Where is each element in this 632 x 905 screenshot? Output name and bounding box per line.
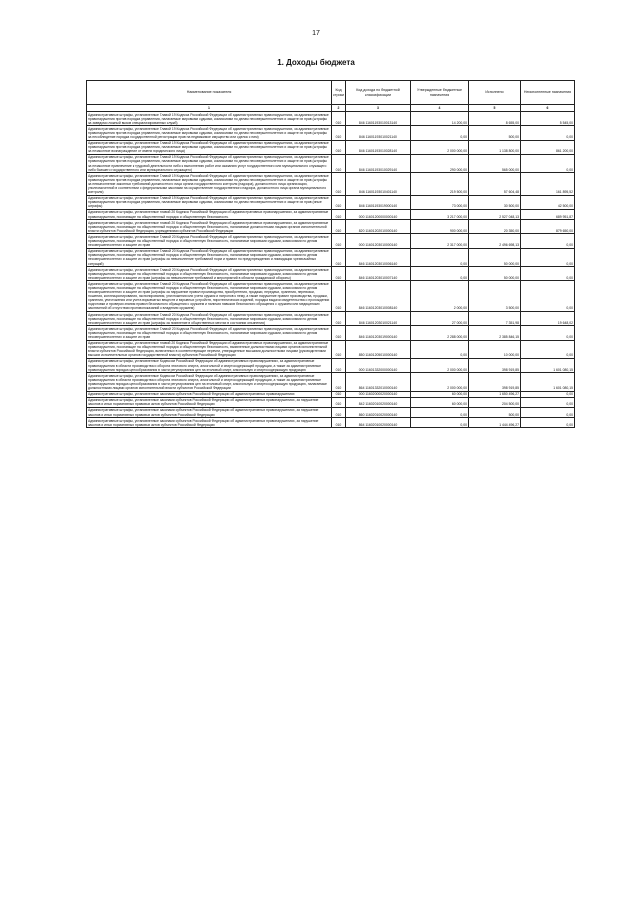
row-unexecuted-cell: 0,00 [521,267,575,281]
table-row [87,154,575,172]
row-approved-cell: 0,00 [411,407,469,417]
row-unexecuted-cell: 161 895,52 [521,173,575,195]
table-row [87,340,575,358]
column-number: 4 [411,105,469,112]
row-name-cell: Административные штрафы, установленные законами субъектов Российской Федерации об административных правонарушениях, за нарушение законов и иных нормативных правовых актов субъектов Российской Федерации [87,418,332,428]
table-row [87,126,575,140]
header-code: Код строки [332,81,346,105]
table-row [87,173,575,195]
row-code-cell: 010 [332,112,346,126]
row-code-cell: 010 [332,267,346,281]
column-number-row [87,105,575,112]
row-executed-cell: 398 919,85 [469,373,521,391]
row-classification-cell: 846 11601193010021140 [346,126,411,140]
row-name-cell: Административные штрафы, установленные Главой 19 Кодекса Российской Федерации об административных правонарушениях, за административные правонарушения против порядка управления, налагаемые мировыми судьями, комиссиями по делам несовершеннолетних и защите их прав (штрафы за несоблюдение порядка государственной регистрации прав на недвижимое имущество или сделок с ним) [87,126,332,140]
row-approved-cell: 2 000 000,00 [411,373,469,391]
row-name-cell: Административные штрафы, установленные главой 20 Кодекса Российской Федерации об административных правонарушениях, за административные правонарушения, посягающие на общественный порядок и общественную безопасность, налагаемые должностными лицами органов исполнительной власти субъектов Российской Федерации, учреждениями субъектов Российской Федерации [87,220,332,234]
row-executed-cell: 500,00 [469,407,521,417]
row-classification-cell: 846 11601203010007140 [346,267,411,281]
table-row [87,112,575,126]
row-executed-cell: 50 000,00 [469,267,521,281]
row-approved-cell: 14 200,00 [411,112,469,126]
row-unexecuted-cell: 1 601 080,15 [521,358,575,372]
row-unexecuted-cell: 0,00 [521,234,575,248]
table-body [87,112,575,428]
table-row [87,248,575,266]
row-approved-cell: 3 217 000,00 [411,209,469,219]
table-row [87,397,575,407]
row-classification-cell: 000 11601332000000140 [346,358,411,372]
row-unexecuted-cell: 0,00 [521,248,575,266]
row-unexecuted-cell: 42 500,00 [521,195,575,209]
row-code-cell: 010 [332,209,346,219]
row-approved-cell: 0,00 [411,248,469,266]
row-executed-cell: 30 500,00 [469,195,521,209]
row-classification-cell: 846 11601193019000140 [346,195,411,209]
row-name-cell: Административные штрафы, установленные Главой 20 Кодекса Российской Федерации об административных правонарушениях, за административные правонарушения, посягающие на общественный порядок и общественную безопасность, налагаемые мировыми судьями, комиссиями по делам несовершеннолетних и защите их прав (штрафы за невыполнение требований и мероприятий в области гражданской обороны) [87,267,332,281]
row-classification-cell: 846 11601193010013140 [346,112,411,126]
row-executed-cell: 57 604,48 [469,173,521,195]
row-code-cell: 010 [332,373,346,391]
row-classification-cell: 846 11601193010028140 [346,140,411,154]
row-unexecuted-cell: 0,00 [521,340,575,358]
row-classification-cell: 842 11602010020000140 [346,397,411,407]
row-executed-cell: 1 444 496,27 [469,418,521,428]
table-row [87,234,575,248]
row-approved-cell: 219 500,00 [411,173,469,195]
document-title: 1. Доходы бюджета [277,58,355,67]
row-name-cell: Административные штрафы, установленные Главой 20 Кодекса Российской Федерации об административных правонарушениях, за административные правонарушения, посягающие на общественный порядок и общественную безопасность, налагаемые мировыми судьями, комиссиями по делам несовершеннолетних и защите их прав (штрафы за невыполнение требований норм и правил по предупреждению и ликвидации чрезвычайных ситуаций) [87,248,332,266]
row-executed-cell: 3 500,00 [469,281,521,312]
page-number: 17 [312,30,320,37]
row-classification-cell: 000 11601200000000140 [346,209,411,219]
column-number: 6 [521,105,575,112]
row-approved-cell: 60 000,00 [411,391,469,397]
row-code-cell: 010 [332,418,346,428]
row-classification-cell: 820 11601202010000140 [346,220,411,234]
row-code-cell: 010 [332,340,346,358]
row-classification-cell: 860 11602010020000140 [346,407,411,417]
row-executed-cell: 2 385 846,15 [469,326,521,340]
row-classification-cell: 846 11601203019000140 [346,326,411,340]
table-row [87,195,575,209]
column-number: 5 [469,105,521,112]
header-approved: Утвержденные бюджетные назначения [411,81,469,105]
row-unexecuted-cell: 0,00 [521,126,575,140]
row-approved-cell: 60 000,00 [411,397,469,407]
row-executed-cell: 7 351,98 [469,312,521,326]
row-executed-cell: 565 000,00 [469,154,521,172]
row-code-cell: 010 [332,173,346,195]
row-classification-cell: 846 11601203010008140 [346,281,411,312]
row-code-cell: 010 [332,407,346,417]
row-unexecuted-cell: 0,00 [521,418,575,428]
row-classification-cell: 864 11601332010000140 [346,373,411,391]
row-name-cell: Административные штрафы, установленные законами субъектов Российской Федерации об административных правонарушениях [87,391,332,397]
row-executed-cell: 398 919,85 [469,358,521,372]
row-code-cell: 010 [332,281,346,312]
budget-revenue-table [86,80,575,428]
row-name-cell: Административные штрафы, установленные Главой 19 Кодекса Российской Федерации об административных правонарушениях, за административные правонарушения против порядка управления, налагаемые мировыми судьями, комиссиями по делам несовершеннолетних и защите их прав (штрафы за невыполнение законных требований должностного лица органа государственного контроля (надзора), должностного лица организации, уполномоченной в соответствии с федеральными законами на осуществление государственного надзора, должностного лица органа муниципального контроля) [87,173,332,195]
row-unexecuted-cell: 879 650,00 [521,220,575,234]
row-name-cell: Административные штрафы, установленные законами субъектов Российской Федерации об административных правонарушениях, за нарушение законов и иных нормативных правовых актов субъектов Российской Федерации [87,397,332,407]
row-classification-cell: 846 11601193010029140 [346,154,411,172]
table-row [87,373,575,391]
row-approved-cell: 900 000,00 [411,220,469,234]
table-row [87,312,575,326]
row-classification-cell: 846 11601193010401140 [346,173,411,195]
column-number: 1 [87,105,332,112]
row-name-cell: Административные штрафы, установленные Главой 19 Кодекса Российской Федерации об административных правонарушениях, за административные правонарушения против порядка управления, налагаемые мировыми судьями, комиссиями по делам несовершеннолетних и защите их прав (штрафы за незаконное вознаграждение от имени юридического лица) [87,140,332,154]
row-name-cell: Административные штрафы, установленные Главой 20 Кодекса Российской Федерации об административных правонарушениях, за административные правонарушения, посягающие на общественный порядок и общественную безопасность, налагаемые мировыми судьями, комиссиями по делам несовершеннолетних и защите их прав (штрафы за нарушение правил производства, приобретения, продажи, передачи, хранения, перевозки, ношения, коллекционирования, экспонирования, уничтожения или учета оружия и патронов к нему, а также нарушение правил производства, продажи, хранения, уничтожения или учета взрывчатых веществ и взрывных устройств, пиротехнических изделий, порядка выдачи свидетельства о прохождении подготовки и проверки знания правил безопасного обращения с оружием и наличия навыков безопасного обращения с оружием или медицинских заключений об отсутствии противопоказаний к владению оружием) [87,281,332,312]
header-name: Наименование показателя [87,81,332,105]
table-row [87,326,575,340]
row-classification-cell: 864 11602010020000140 [346,418,411,428]
row-classification-cell: 846 11601203010006140 [346,248,411,266]
row-unexecuted-cell: 19 648,02 [521,312,575,326]
row-name-cell: Административные штрафы, установленные законами субъектов Российской Федерации об административных правонарушениях, за нарушение законов и иных нормативных правовых актов субъектов Российской Федерации [87,407,332,417]
row-unexecuted-cell: 861 200,00 [521,140,575,154]
row-name-cell: Административные штрафы, установленные главой 20 Кодекса Российской Федерации об административных правонарушениях, за административные правонарушения, посягающие на общественный порядок и общественную безопасность [87,209,332,219]
column-number: 2 [332,105,346,112]
row-approved-cell: 2 000 000,00 [411,140,469,154]
row-code-cell: 010 [332,397,346,407]
row-approved-cell: 2 000 000,00 [411,358,469,372]
row-executed-cell: 1 650 496,27 [469,391,521,397]
header-unexecuted: Неисполненные назначения [521,81,575,105]
table-row [87,358,575,372]
row-unexecuted-cell: 0,00 [521,397,575,407]
row-code-cell: 010 [332,140,346,154]
row-code-cell: 010 [332,220,346,234]
table-row [87,267,575,281]
row-approved-cell: 73 000,00 [411,195,469,209]
row-code-cell: 010 [332,154,346,172]
table-row [87,140,575,154]
table-row [87,281,575,312]
row-classification-cell: 000 11601203010000140 [346,234,411,248]
row-approved-cell: 2 000,00 [411,281,469,312]
row-classification-cell: 850 11601205010000140 [346,340,411,358]
row-approved-cell: 0,00 [411,418,469,428]
row-executed-cell: 500,00 [469,126,521,140]
row-classification-cell: 846 11601203010021140 [346,312,411,326]
row-unexecuted-cell: 5 545,00 [521,112,575,126]
table-header-row [87,81,575,105]
row-executed-cell: 2 527 048,13 [469,209,521,219]
header-executed: Исполнено [469,81,521,105]
table-row [87,418,575,428]
row-approved-cell: 0,00 [411,340,469,358]
column-number: 3 [346,105,411,112]
row-approved-cell: 27 000,00 [411,312,469,326]
row-code-cell: 010 [332,234,346,248]
row-unexecuted-cell: 0,00 [521,326,575,340]
row-unexecuted-cell: 0,00 [521,154,575,172]
row-name-cell: Административные штрафы, установленные Главой 19 Кодекса Российской Федерации об административных правонарушениях, за административные правонарушения против порядка управления, налагаемые мировыми судьями, комиссиями по делам несовершеннолетних и защите их прав (штрафы за заведомо ложный вызов специализированных служб) [87,112,332,126]
row-name-cell: Административные штрафы, установленные Главой 20 Кодекса Российской Федерации об административных правонарушениях, за административные правонарушения, посягающие на общественный порядок и общественную безопасность, налагаемые мировыми судьями, комиссиями по делам несовершеннолетних и защите их прав [87,326,332,340]
row-approved-cell: 0,00 [411,126,469,140]
row-name-cell: Административные штрафы, установленные Главой 20 Кодекса Российской Федерации об административных правонарушениях, за административные правонарушения, посягающие на общественный порядок и общественную безопасность, налагаемые мировыми судьями, комиссиями по делам несовершеннолетних и защите их прав (штрафы за появление в общественных местах в состоянии опьянения) [87,312,332,326]
row-unexecuted-cell: 0,00 [521,281,575,312]
row-executed-cell: 10 000,00 [469,340,521,358]
row-unexecuted-cell: 0,00 [521,391,575,397]
row-executed-cell: 204 500,00 [469,397,521,407]
row-approved-cell: 2 317 000,00 [411,234,469,248]
row-approved-cell: 290 000,00 [411,154,469,172]
row-executed-cell: 8 655,00 [469,112,521,126]
row-code-cell: 010 [332,391,346,397]
row-name-cell: Административные штрафы, установленные Главой 19 Кодекса Российской Федерации об административных правонарушениях, за административные правонарушения против порядка управления, налагаемые мировыми судьями, комиссиями по делам несовершеннолетних и защите их прав (иные штрафы) [87,195,332,209]
row-name-cell: Административные штрафы, установленные Главой 20 Кодекса Российской Федерации об административных правонарушениях, за административные правонарушения, посягающие на общественный порядок и общественную безопасность, налагаемые мировыми судьями, комиссиями по делам несовершеннолетних и защите их прав [87,234,332,248]
row-executed-cell: 50 000,00 [469,248,521,266]
row-executed-cell: 2 496 698,13 [469,234,521,248]
row-name-cell: Административные штрафы, установленные главой 20 Кодекса Российской Федерации об административных правонарушениях, за административные правонарушения, посягающие на общественный порядок и общественную безопасность, выявленные должностными лицами органов исполнительной власти субъектов Российской Федерации, включенных в соответствующие перечни, утвержденные высшими должностными лицами (руководителями высших исполнительных органов государственной власти) субъектов Российской Федерации [87,340,332,358]
row-name-cell: Административные штрафы, установленные Кодексом Российской Федерации об административных правонарушениях, за административные правонарушения в области производства и оборота этилового спирта, алкогольной и спиртосодержащей продукции, а также за административные правонарушения порядка ценообразования в части регулирования цен на этиловый спирт, алкогольную и спиртосодержащую продукцию [87,358,332,372]
row-unexecuted-cell: 0,00 [521,407,575,417]
row-classification-cell: 000 11602000020000140 [346,391,411,397]
table-row [87,407,575,417]
row-code-cell: 010 [332,248,346,266]
row-code-cell: 010 [332,358,346,372]
row-name-cell: Административные штрафы, установленные Кодексом Российской Федерации об административных правонарушениях, за административные правонарушения в области производства и оборота этилового спирта, алкогольной и спиртосодержащей продукции, а также за административные правонарушения порядка ценообразования в части регулирования цен на этиловый спирт, алкогольную и спиртосодержащую продукцию, налагаемые должностными лицами органов исполнительной власти субъектов Российской Федерации [87,373,332,391]
row-executed-cell: 20 350,00 [469,220,521,234]
table-row [87,220,575,234]
header-classification: Код дохода по бюджетной классификации [346,81,411,105]
row-unexecuted-cell: 1 601 080,15 [521,373,575,391]
row-approved-cell: 2 288 000,00 [411,326,469,340]
row-code-cell: 010 [332,312,346,326]
table-row [87,209,575,219]
row-code-cell: 010 [332,195,346,209]
row-unexecuted-cell: 689 951,87 [521,209,575,219]
row-code-cell: 010 [332,126,346,140]
row-approved-cell: 0,00 [411,267,469,281]
row-code-cell: 010 [332,326,346,340]
row-name-cell: Административные штрафы, установленные Главой 19 Кодекса Российской Федерации об административных правонарушениях, за административные правонарушения против порядка управления, налагаемые мировыми судьями, комиссиями по делам несовершеннолетних и защите их прав (штрафы за незаконное привлечение к трудовой деятельности либо к выполнению работ или оказанию услуг государственного или муниципального служащего либо бывшего государственного или муниципального служащего) [87,154,332,172]
row-executed-cell: 1 138 800,00 [469,140,521,154]
